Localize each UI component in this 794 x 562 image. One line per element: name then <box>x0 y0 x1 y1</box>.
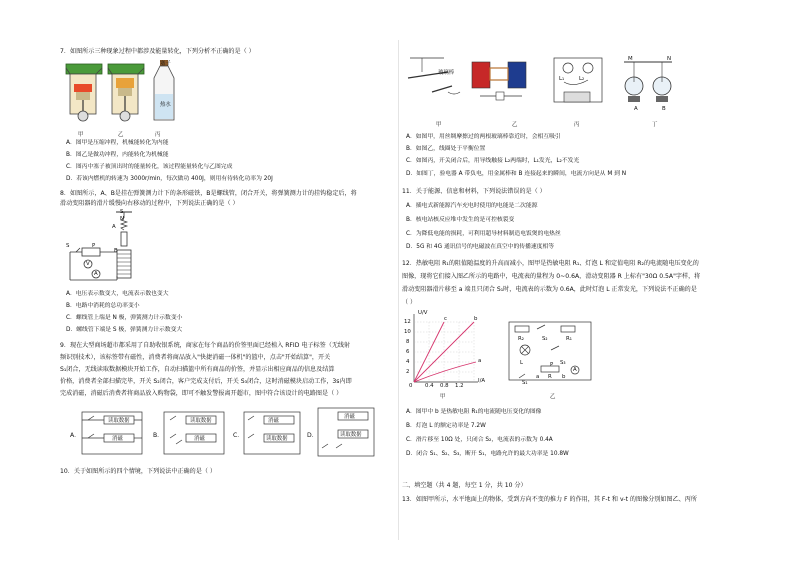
q10-rod-label: 玻璃棒 <box>438 70 455 76</box>
q12-ytick-6: 6 <box>406 349 410 355</box>
q12-circuit-caption: 乙 <box>550 394 556 400</box>
q9-choice-c: C． <box>233 432 244 439</box>
q10-option-c: C．如图丙，开关闭合后，用导线触接 L₂两端时，L₁发光，L₂不发光 <box>406 158 580 164</box>
q9-a-read-box: 读取数据 <box>108 418 130 424</box>
q12-line-2: 图像，现将它们接入图乙所示的电路中，电流表的量程为 0~0.6A，滑动变阻器 R 上标有"30Ω 0.5A"字样，将 <box>402 273 701 280</box>
q12-xtick-12: 1.2 <box>455 383 464 389</box>
q7-caption-c: 丙 <box>155 132 161 138</box>
q9-a-demag-box: 消磁 <box>112 436 123 442</box>
q7-figure <box>62 58 182 130</box>
q8-label-s: S <box>120 209 124 215</box>
q12-option-d: D．闭合 S₁、S₂、S₃，断开 S₁，电路允许的最大功率是 10.8W <box>406 451 569 457</box>
q8-stem-2: 滑动变阻器的滑片缓慢向右移动的过程中，下列说法正确的是（ ） <box>60 200 239 207</box>
q7-cork-label: 塞子 <box>160 61 171 67</box>
q12-label-ammeter: A <box>573 367 577 373</box>
q12-label-s3: S₃ <box>560 360 566 366</box>
q12-graph-caption: 甲 <box>440 394 446 400</box>
q8-stem: 8．如图所示，A、B是挂在弹簧测力计下的条形磁铁，B是螺线管，闭合开关，将弹簧测力计的挂钩稳定后，将 <box>60 190 357 197</box>
q9-d-read-box: 读取数据 <box>340 432 362 438</box>
q12-xtick-04: 0.4 <box>425 383 434 389</box>
q8-option-c: C．螺线管上端是 N 极，弹簧测力计示数变小 <box>66 315 183 321</box>
q12-curve-a: a <box>478 358 482 364</box>
q7-option-d: D．若该内燃机的转速为 3000r/min，每次做功 400J，则用有待转化功率为 20J <box>66 176 273 182</box>
q10-l2-label: L₂ <box>579 76 585 82</box>
q12-label-p: P <box>550 362 554 368</box>
q8-label-switch: S <box>66 243 70 249</box>
q8-figure <box>62 210 142 284</box>
q12-option-c: C．滑片移至 10Ω 处，只闭合 S₂，电流表的示数为 0.4A <box>406 437 553 443</box>
q8-label-a: A <box>112 224 116 230</box>
q10-b-label: B <box>662 106 666 112</box>
q11-stem: 11．关于能源、信息和材料，下列说法错误的是（ ） <box>402 188 546 195</box>
q7-option-a: A．图甲是压缩冲程，机械能转化为内能 <box>66 140 169 146</box>
q12-label-s1: S₁ <box>522 380 528 386</box>
section-2-title: 二、填空题（共 4 题，每空 1 分，共 10 分） <box>402 482 527 489</box>
q10-caption-jia: 甲 <box>436 122 442 128</box>
q8-label-ammeter: A <box>94 271 98 277</box>
q10-figure <box>404 52 684 116</box>
q7-water-label: 热水 <box>160 102 171 108</box>
q12-graph <box>402 310 482 390</box>
q8-option-d: D．螺线管下端是 S 极，弹簧测力计示数变大 <box>66 327 183 333</box>
q10-caption-ding: 丁 <box>652 122 658 128</box>
q10-option-a: A．如图甲，用丝绸摩擦过的两根玻璃棒靠近时，会相互吸引 <box>406 134 561 140</box>
q12-ytick-12: 12 <box>404 319 411 325</box>
q12-option-b: B．灯泡 L 的额定功率是 7.2W <box>406 423 486 429</box>
q12-xtick-08: 0.8 <box>440 383 449 389</box>
q10-option-d: D．如图丁，验电器 A 带负电，用金属棒和 B 连接起来的瞬间，电流方向是从 M 到 N <box>406 171 627 177</box>
q13-line-1: 13．如图甲所示，水平地面上的物体，受到方向不变的推力 F 的作用，其 F-t 和 v-t 的图像分别如图乙、丙所 <box>402 496 697 503</box>
q10-caption-bing: 丙 <box>574 122 580 128</box>
q12-ytick-10: 10 <box>404 329 411 335</box>
q8-label-n: N <box>120 216 125 222</box>
q9-line-5: 完成消磁，消磁后消费者将商品放入购物袋，即可不触发警报离开超市，图中符合该设计的电路图是（ ） <box>60 390 343 397</box>
q7-option-c: C．图丙中塞子被顶出时的能量转化，该过程能量转化与乙图完成 <box>66 164 233 170</box>
q7-caption-b: 乙 <box>118 132 124 138</box>
q10-stem: 10．关于如图所示的四个情境，下列说法中正确的是（ ） <box>60 468 216 475</box>
q12-line-3: 滑动变阻器滑片移至 a 端且只闭合 S₁时，电流表的示数为 0.6A，此时灯泡 L 正常发光，下列说法不正确的是 <box>402 286 697 293</box>
q12-ytick-2: 2 <box>406 369 410 375</box>
q12-label-r2: R₂ <box>518 336 524 342</box>
q7-option-b: B．图乙是做功冲程，内能转化为机械能 <box>66 152 169 158</box>
q9-c-demag-box: 消磁 <box>268 418 279 424</box>
q8-label-b: B <box>114 248 118 254</box>
q9-b-demag-box: 消磁 <box>194 436 205 442</box>
q11-option-c: C．为降低电能的损耗，可利用超导材料制造电饭煲的电热丝 <box>406 231 561 237</box>
q8-option-a: A．电压表示数变大，电流表示数也变大 <box>66 291 169 297</box>
q8-option-b: B．电路中消耗的总功率变小 <box>66 303 140 309</box>
q11-option-b: B．核电站核反应堆中发生的是可控核裂变 <box>406 217 515 223</box>
q12-xtick-0: 0 <box>409 383 413 389</box>
q9-line-1: 9．现在大型商场超市都采用了自助收银系统，商家在每个商品的价签里面已经植入 RFID 电子标签（无线射 <box>60 342 351 349</box>
q10-a-label: A <box>634 106 638 112</box>
q12-line-4: （ ） <box>402 299 417 306</box>
q9-line-4: 价格，消费者全部扫描完毕，开关 S₂闭合，客户完成支付后，开关 S₃闭合，这时消磁模块启动工作，3s内即 <box>60 378 352 385</box>
q10-caption-yi: 乙 <box>512 122 518 128</box>
q12-curve-b: b <box>474 316 478 322</box>
q12-label-s2: S₂ <box>542 336 548 342</box>
q12-label-r1: R₁ <box>566 336 572 342</box>
q9-d-demag-box: 消磁 <box>344 414 355 420</box>
q9-b-read-box: 读取数据 <box>190 418 212 424</box>
q12-ytick-4: 4 <box>406 359 410 365</box>
column-divider <box>398 40 399 540</box>
q12-ytick-8: 8 <box>406 339 410 345</box>
q10-n-label: N <box>667 56 672 62</box>
q12-label-l: L <box>520 360 524 366</box>
q12-label-r: R <box>548 374 552 380</box>
q7-stem: 7．如图所示三种现象过程中都涉及能量转化，下列分析不正确的是（ ） <box>60 48 255 55</box>
q8-label-p: P <box>92 243 96 249</box>
q12-graph-ylabel: U/V <box>418 310 428 316</box>
q12-line-1: 12．热敏电阻 R₁的阻值随温度的升高而减小，图甲是热敏电阻 R₁、灯泡 L 和定值电阻 R₂的电流随电压变化的 <box>402 260 699 267</box>
q12-curve-c: c <box>444 316 447 322</box>
q12-graph-xlabel: I/A <box>478 378 486 384</box>
q9-c-read-box: 读取数据 <box>266 436 288 442</box>
q9-line-2: 频识别技术），该标签带有磁性，消费者将商品放入"快捷消磁一体机"的篮中，点击"开始结算"，开关 <box>60 354 331 361</box>
q10-l1-label: L₁ <box>559 76 565 82</box>
q9-choice-d: D． <box>307 432 318 439</box>
q9-choice-a: A． <box>70 432 81 439</box>
q9-choice-b: B． <box>153 432 164 439</box>
q12-label-a: a <box>536 374 540 380</box>
q10-m-label: M <box>628 56 633 62</box>
q11-option-a: A．插电式新能源汽车充电时使用的电能是二次能源 <box>406 203 538 209</box>
q12-option-a: A．图甲中 b 是热敏电阻 R₁的电流随电压变化的图像 <box>406 409 542 415</box>
q9-line-3: S₁闭合，无线读取数据模块开始工作，自动扫描篮中所有商品的价签，并显示出相应商品的信息及结算 <box>60 366 335 373</box>
q12-label-b: b <box>562 374 566 380</box>
q7-caption-a: 甲 <box>78 132 84 138</box>
q8-label-voltmeter: V <box>86 261 90 267</box>
q11-option-d: D．5G 和 4G 通讯信号的电磁波在真空中的传播速度相等 <box>406 244 555 250</box>
q10-option-b: B．如图乙，线圈处于平衡位置 <box>406 146 486 152</box>
